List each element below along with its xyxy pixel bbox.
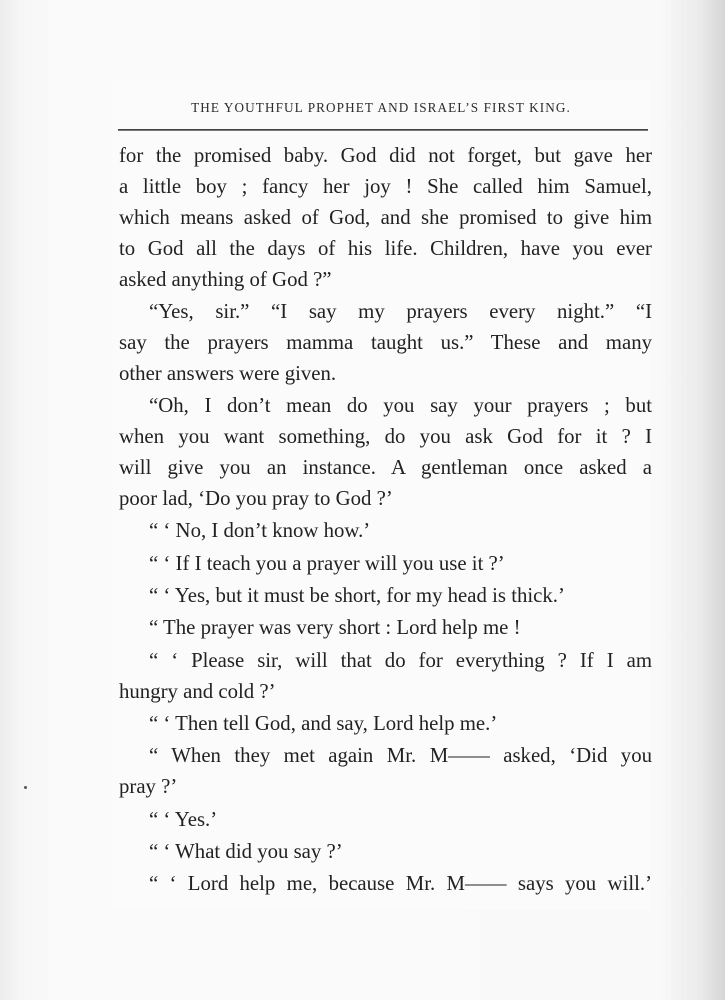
text-line: “ ‘ Lord help me, because Mr. M—— says you will.’	[149, 872, 652, 896]
running-head: THE YOUTHFUL PROPHET AND ISRAEL’S FIRST KING.	[191, 100, 571, 115]
text-line: “ ‘ Yes, but it must be short, for my head is thick.’	[149, 583, 565, 607]
text-line: “ ‘ Please sir, will that do for everything ? If I am	[149, 648, 652, 672]
text-line: “ ‘ Then tell God, and say, Lord help me.’	[149, 712, 498, 736]
text-line: “Oh, I don’t mean do you say your prayers ; but	[149, 394, 652, 418]
text-line: poor lad, ‘Do you pray to God ?’	[119, 486, 393, 510]
text-line: other answers were given.	[119, 361, 337, 385]
text-line: when you want something, do you ask God for it ? I	[119, 425, 652, 449]
ink-speck	[24, 786, 27, 789]
text-line: for the promised baby. God did not forget, but gave her	[119, 144, 652, 167]
body-text	[119, 141, 652, 900]
text-line: to God all the days of his life. Children, have you ever	[119, 236, 652, 260]
text-line: asked anything of God ?”	[119, 267, 332, 291]
text-line: “ When they met again Mr. M—— asked, ‘Did you	[149, 744, 652, 768]
text-line: pray ?’	[119, 775, 178, 799]
text-line: “ The prayer was very short : Lord help me !	[149, 616, 521, 640]
text-line: say the prayers mamma taught us.” These and many	[119, 330, 652, 354]
text-line: a little boy ; fancy her joy ! She called him Samuel,	[119, 174, 652, 198]
text-line: “ ‘ Yes.’	[149, 807, 218, 831]
text-line: “ ‘ No, I don’t know how.’	[149, 519, 371, 543]
text-line: which means asked of God, and she promised to give him	[119, 205, 652, 229]
text-line: “ ‘ If I teach you a prayer will you use it ?’	[149, 551, 505, 575]
text-line: “ ‘ What did you say ?’	[149, 840, 343, 864]
text-line: “Yes, sir.” “I say my prayers every night.” “I	[149, 299, 652, 323]
text-line: hungry and cold ?’	[119, 679, 276, 703]
header-rule	[118, 129, 648, 131]
text-line: will give you an instance. A gentleman once asked a	[119, 455, 652, 479]
